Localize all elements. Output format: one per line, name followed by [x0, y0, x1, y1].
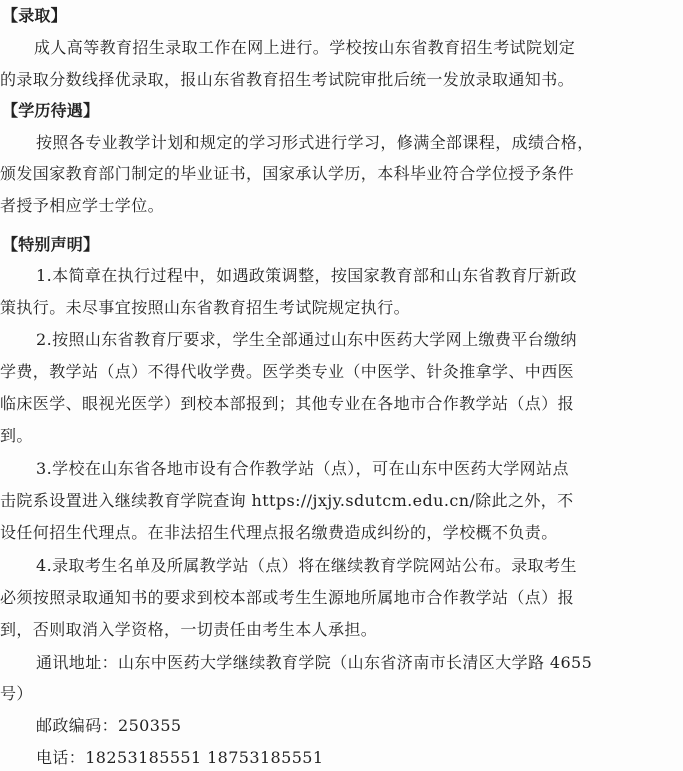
statement-2-line: 临床医学、眼视光医学）到校本部报到；其他专业在各地市合作教学站（点）报: [0, 394, 575, 413]
contact-address: 通讯地址：山东中医药大学继续教育学院（山东省济南市长清区大学路 4655: [36, 653, 593, 672]
degree-paragraph-line: 者授予相应学士学位。: [0, 196, 165, 215]
statement-2-line: 学费，教学站（点）不得代收学费。医学类专业（中医学、针灸推拿学、中西医: [0, 362, 575, 381]
degree-paragraph-line: 颁发国家教育部门制定的毕业证书，国家承认学历，本科毕业符合学位授予条件: [0, 164, 575, 183]
section-heading-special-statement: 【特别声明】: [2, 235, 100, 254]
statement-4-line: 4.录取考生名单及所属教学站（点）将在继续教育学院网站公布。录取考生: [36, 556, 577, 575]
admission-paragraph-line: 的录取分数线择优录取，报山东省教育招生考试院审批后统一发放录取通知书。: [0, 70, 575, 89]
statement-1-line: 1.本简章在执行过程中，如遇政策调整，按国家教育部和山东省教育厅新政: [36, 266, 577, 285]
statement-2-line: 到。: [0, 426, 33, 445]
degree-paragraph-line: 按照各专业教学计划和规定的学习形式进行学习，修满全部课程，成绩合格，: [36, 133, 594, 152]
contact-postal-code: 邮政编码：250355: [36, 716, 182, 735]
statement-3-line: 击院系设置进入继续教育学院查询 https://jxjy.sdutcm.edu.cn/除此之外，不: [0, 491, 574, 510]
section-heading-admission: 【录取】: [2, 6, 67, 25]
statement-3-line: 3.学校在山东省各地市设有合作教学站（点），可在山东中医药大学网站点: [36, 459, 569, 478]
statement-1-line: 策执行。未尽事宜按照山东省教育招生考试院规定执行。: [0, 298, 411, 317]
statement-3-line: 设任何招生代理点。在非法招生代理点报名缴费造成纠纷的，学校概不负责。: [0, 523, 558, 542]
statement-2-line: 2.按照山东省教育厅要求，学生全部通过山东中医药大学网上缴费平台缴纳: [36, 330, 577, 349]
section-heading-degree: 【学历待遇】: [2, 101, 100, 120]
statement-4-line: 必须按照录取通知书的要求到校本部或考生生源地所属地市合作教学站（点）报: [0, 588, 575, 607]
statement-4-line: 到，否则取消入学资格，一切责任由考生本人承担。: [0, 620, 378, 639]
contact-phone: 电话：18253185551 18753185551: [36, 748, 324, 767]
admission-paragraph-line: 成人高等教育招生录取工作在网上进行。学校按山东省教育招生考试院划定: [34, 38, 576, 57]
contact-address-continued: 号）: [0, 684, 33, 703]
